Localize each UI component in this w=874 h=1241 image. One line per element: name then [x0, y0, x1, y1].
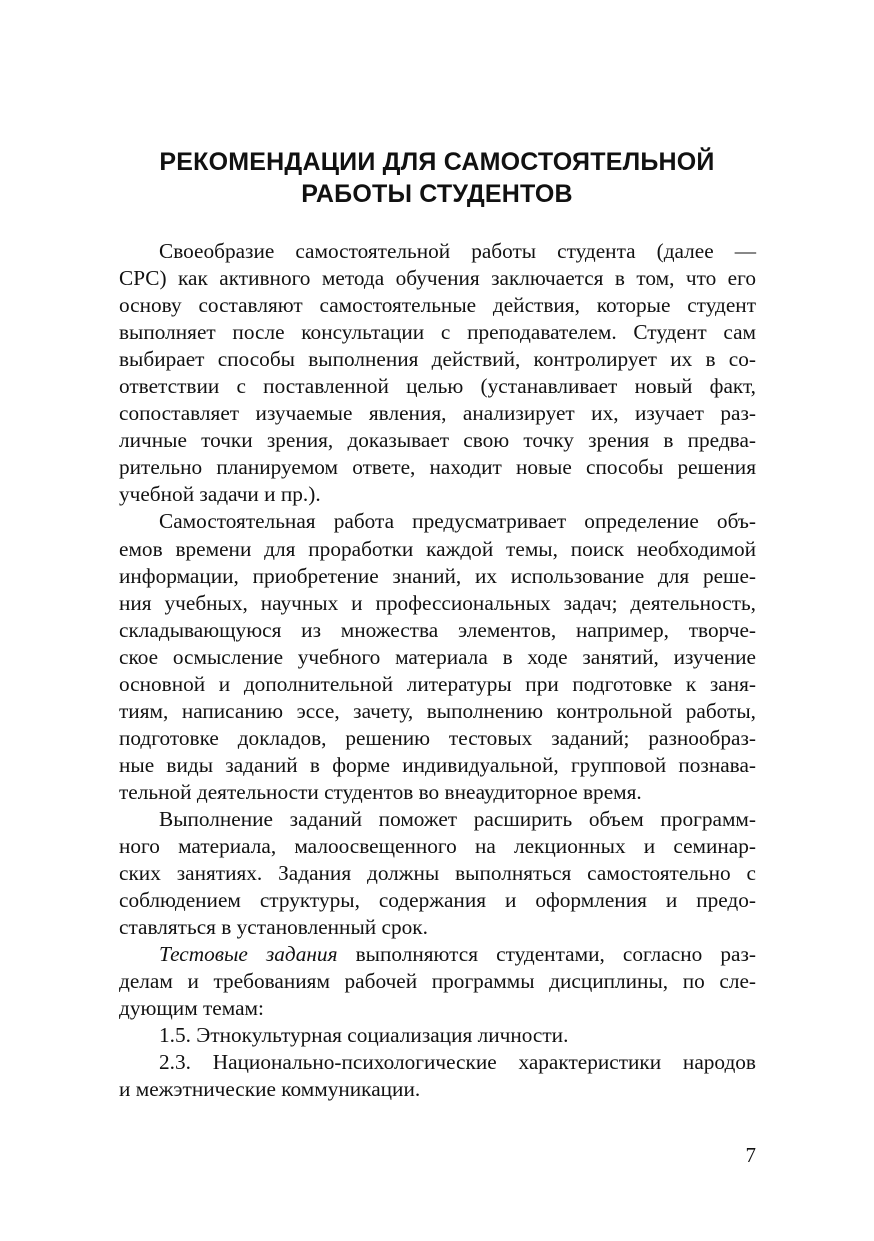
text-line: тельной деятельности студентов во внеаудиторное время.: [119, 779, 642, 804]
text-line: дующим темам:: [119, 996, 264, 1021]
text-line: 2.3. Национально-психологические характеристики народов: [159, 1050, 756, 1075]
text-line: основной и дополнительной литературы при подготовке к заня-: [119, 671, 756, 696]
italic-term: Тестовые задания: [159, 942, 338, 967]
text-line: емов времени для проработки каждой темы, поиск необходимой: [119, 536, 756, 561]
title-line: РАБОТЫ СТУДЕНТОВ: [301, 180, 573, 208]
text-line: выполняет после консультации с преподавателем. Студент сам: [119, 320, 756, 345]
text-line: личные точки зрения, доказывает свою точку зрения в предва-: [119, 428, 756, 453]
text-line: ставляться в установленный срок.: [119, 915, 428, 940]
text-line: учебной задачи и пр.).: [119, 482, 321, 507]
text-line: СРС) как активного метода обучения заключается в том, что его: [119, 266, 756, 291]
text-line: рительно планируемом ответе, находит новые способы решения: [119, 455, 756, 480]
text-line: ного материала, малоосвещенного на лекционных и семинар-: [119, 834, 756, 859]
text-line: тиям, написанию эссе, зачету, выполнению контрольной работы,: [119, 698, 756, 723]
text-line: ния учебных, научных и профессиональных задач; деятельность,: [119, 590, 756, 615]
text-line: Выполнение заданий поможет расширить объем программ-: [159, 806, 756, 831]
text-line: ответствии с поставленной целью (устанавливает новый факт,: [119, 374, 756, 399]
text-line: основу составляют самостоятельные действия, которые студент: [119, 293, 756, 318]
text-line: 1.5. Этнокультурная социализация личности.: [159, 1023, 569, 1048]
text-line: и межэтнические коммуникации.: [119, 1077, 421, 1102]
topic-item-1: [119, 1022, 756, 1049]
page-number: 7: [745, 1143, 756, 1167]
text-line: Самостоятельная работа предусматривает определение объ-: [159, 509, 756, 534]
text-line: подготовке докладов, решению тестовых заданий; разнообраз-: [119, 725, 756, 750]
paragraph-2: [119, 508, 756, 806]
text-line: соблюдением структуры, содержания и оформления и предо-: [119, 888, 756, 913]
page-title: [118, 146, 756, 210]
title-line: РЕКОМЕНДАЦИИ ДЛЯ САМОСТОЯТЕЛЬНОЙ: [159, 148, 715, 176]
text-line: информации, приобретение знаний, их использование для реше-: [119, 563, 756, 588]
paragraph-3: [119, 806, 756, 941]
paragraph-4: [119, 941, 756, 1022]
text-line: складывающуюся из множества элементов, например, творче-: [119, 617, 756, 642]
text-line: ских занятиях. Задания должны выполняться самостоятельно с: [119, 861, 756, 886]
text-line: Своеобразие самостоятельной работы студента (далее —: [159, 239, 756, 263]
text-line: сопоставляет изучаемые явления, анализирует их, изучает раз-: [119, 401, 756, 426]
document-body: [119, 238, 756, 1104]
topic-item-2: [119, 1049, 756, 1103]
text-line: ское осмысление учебного материала в ходе занятий, изучение: [119, 644, 756, 669]
paragraph-1: [119, 238, 756, 508]
text-line: делам и требованиям рабочей программы дисциплины, по сле-: [119, 969, 756, 994]
text-line: [119, 941, 756, 968]
text-line: выбирает способы выполнения действий, контролирует их в со-: [119, 347, 756, 372]
text-fragment: выполняются студентами, согласно раз-: [355, 942, 756, 967]
text-line: ные виды заданий в форме индивидуальной, групповой познава-: [119, 752, 756, 777]
